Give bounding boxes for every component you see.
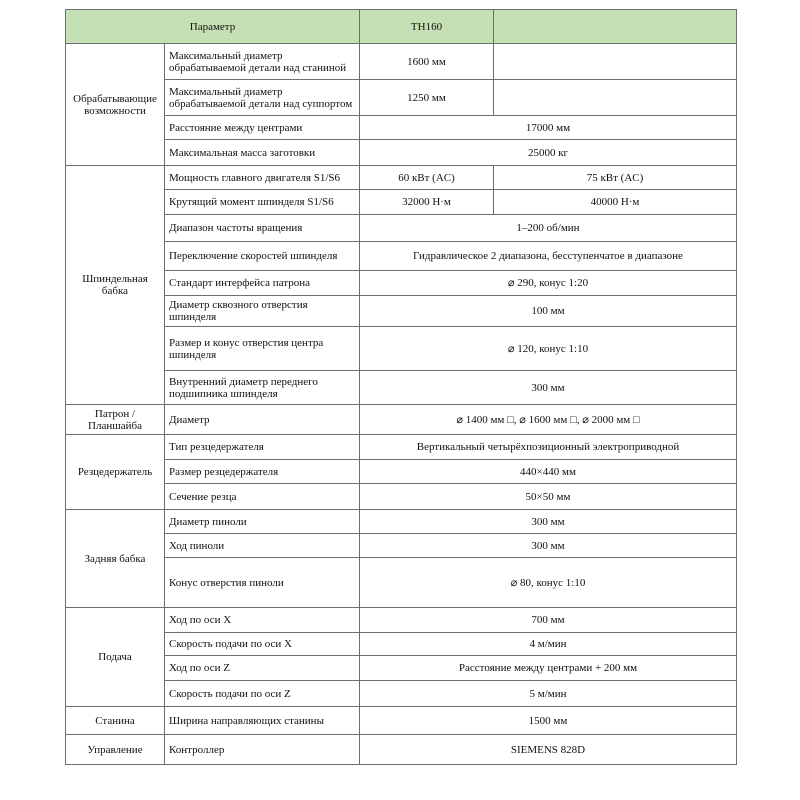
value-cell: 40000 Н·м <box>494 190 737 215</box>
param-cell: Диаметр пиноли <box>165 510 360 534</box>
value-cell: SIEMENS 828D <box>360 735 737 765</box>
value-cell: 300 мм <box>360 371 737 405</box>
table-row <box>66 371 737 405</box>
header-extra <box>494 10 737 44</box>
group-label: Управление <box>66 735 165 765</box>
value-cell <box>494 44 737 80</box>
table-row <box>66 140 737 166</box>
table-row <box>66 80 737 116</box>
table-row <box>66 435 737 460</box>
header-param: Параметр <box>66 10 360 44</box>
param-cell: Расстояние между центрами <box>165 116 360 140</box>
table-row <box>66 707 737 735</box>
param-cell: Диаметр сквозного отверстия шпинделя <box>165 296 360 327</box>
group-label: Станина <box>66 707 165 735</box>
value-cell: 4 м/мин <box>360 633 737 656</box>
group-label: Подача <box>66 608 165 707</box>
table-row <box>66 116 737 140</box>
table-row <box>66 656 737 681</box>
param-cell: Ширина направляющих станины <box>165 707 360 735</box>
table-row <box>66 190 737 215</box>
value-cell: ⌀ 120, конус 1:10 <box>360 327 737 371</box>
group-label: Патрон / Планшайба <box>66 405 165 435</box>
value-cell: 50×50 мм <box>360 484 737 510</box>
spec-table <box>65 9 737 765</box>
value-cell: Гидравлическое 2 диапазона, бесступенчатое в диапазоне <box>360 242 737 271</box>
value-cell: 300 мм <box>360 510 737 534</box>
value-cell: 25000 кг <box>360 140 737 166</box>
table-row <box>66 215 737 242</box>
param-cell: Диаметр <box>165 405 360 435</box>
header-model: TH160 <box>360 10 494 44</box>
value-cell: 60 кВт (AC) <box>360 166 494 190</box>
table-row <box>66 633 737 656</box>
value-cell: 5 м/мин <box>360 681 737 707</box>
table-row <box>66 296 737 327</box>
value-cell: 440×440 мм <box>360 460 737 484</box>
table-row <box>66 608 737 633</box>
table-row <box>66 327 737 371</box>
value-cell: 1600 мм <box>360 44 494 80</box>
param-cell: Максимальный диаметр обрабатываемой детали над суппортом <box>165 80 360 116</box>
param-cell: Конус отверстия пиноли <box>165 558 360 608</box>
param-cell: Тип резцедержателя <box>165 435 360 460</box>
param-cell: Внутренний диаметр переднего подшипника шпинделя <box>165 371 360 405</box>
spec-body <box>66 44 737 765</box>
value-cell: Вертикальный четырёхпозиционный электроприводной <box>360 435 737 460</box>
value-cell: ⌀ 80, конус 1:10 <box>360 558 737 608</box>
table-row <box>66 558 737 608</box>
value-cell: 100 мм <box>360 296 737 327</box>
param-cell: Скорость подачи по оси X <box>165 633 360 656</box>
value-cell: ⌀ 1400 мм □, ⌀ 1600 мм □, ⌀ 2000 мм □ <box>360 405 737 435</box>
value-cell: 1500 мм <box>360 707 737 735</box>
param-cell: Скорость подачи по оси Z <box>165 681 360 707</box>
table-row <box>66 460 737 484</box>
value-cell: 17000 мм <box>360 116 737 140</box>
value-cell: 700 мм <box>360 608 737 633</box>
param-cell: Ход пиноли <box>165 534 360 558</box>
table-row <box>66 242 737 271</box>
header-row <box>66 10 737 44</box>
table-row <box>66 405 737 435</box>
value-cell: 1–200 об/мин <box>360 215 737 242</box>
param-cell: Контроллер <box>165 735 360 765</box>
table-row <box>66 44 737 80</box>
table-row <box>66 484 737 510</box>
param-cell: Переключение скоростей шпинделя <box>165 242 360 271</box>
param-cell: Ход по оси Z <box>165 656 360 681</box>
value-cell: 1250 мм <box>360 80 494 116</box>
table-row <box>66 735 737 765</box>
param-cell: Мощность главного двигателя S1/S6 <box>165 166 360 190</box>
group-label: Резцедержатель <box>66 435 165 510</box>
group-label: Шпиндельная бабка <box>66 166 165 405</box>
param-cell: Диапазон частоты вращения <box>165 215 360 242</box>
group-label: Задняя бабка <box>66 510 165 608</box>
param-cell: Стандарт интерфейса патрона <box>165 271 360 296</box>
table-row <box>66 166 737 190</box>
table-row <box>66 510 737 534</box>
param-cell: Максимальная масса заготовки <box>165 140 360 166</box>
table-row <box>66 534 737 558</box>
param-cell: Максимальный диаметр обрабатываемой детали над станиной <box>165 44 360 80</box>
param-cell: Крутящий момент шпинделя S1/S6 <box>165 190 360 215</box>
table-row <box>66 271 737 296</box>
param-cell: Ход по оси X <box>165 608 360 633</box>
value-cell: 300 мм <box>360 534 737 558</box>
value-cell: 32000 Н·м <box>360 190 494 215</box>
param-cell: Сечение резца <box>165 484 360 510</box>
group-label: Обрабатывающие возможности <box>66 44 165 166</box>
param-cell: Размер и конус отверстия центра шпинделя <box>165 327 360 371</box>
value-cell: ⌀ 290, конус 1:20 <box>360 271 737 296</box>
param-cell: Размер резцедержателя <box>165 460 360 484</box>
value-cell <box>494 80 737 116</box>
value-cell: 75 кВт (AC) <box>494 166 737 190</box>
table-row <box>66 681 737 707</box>
value-cell: Расстояние между центрами + 200 мм <box>360 656 737 681</box>
